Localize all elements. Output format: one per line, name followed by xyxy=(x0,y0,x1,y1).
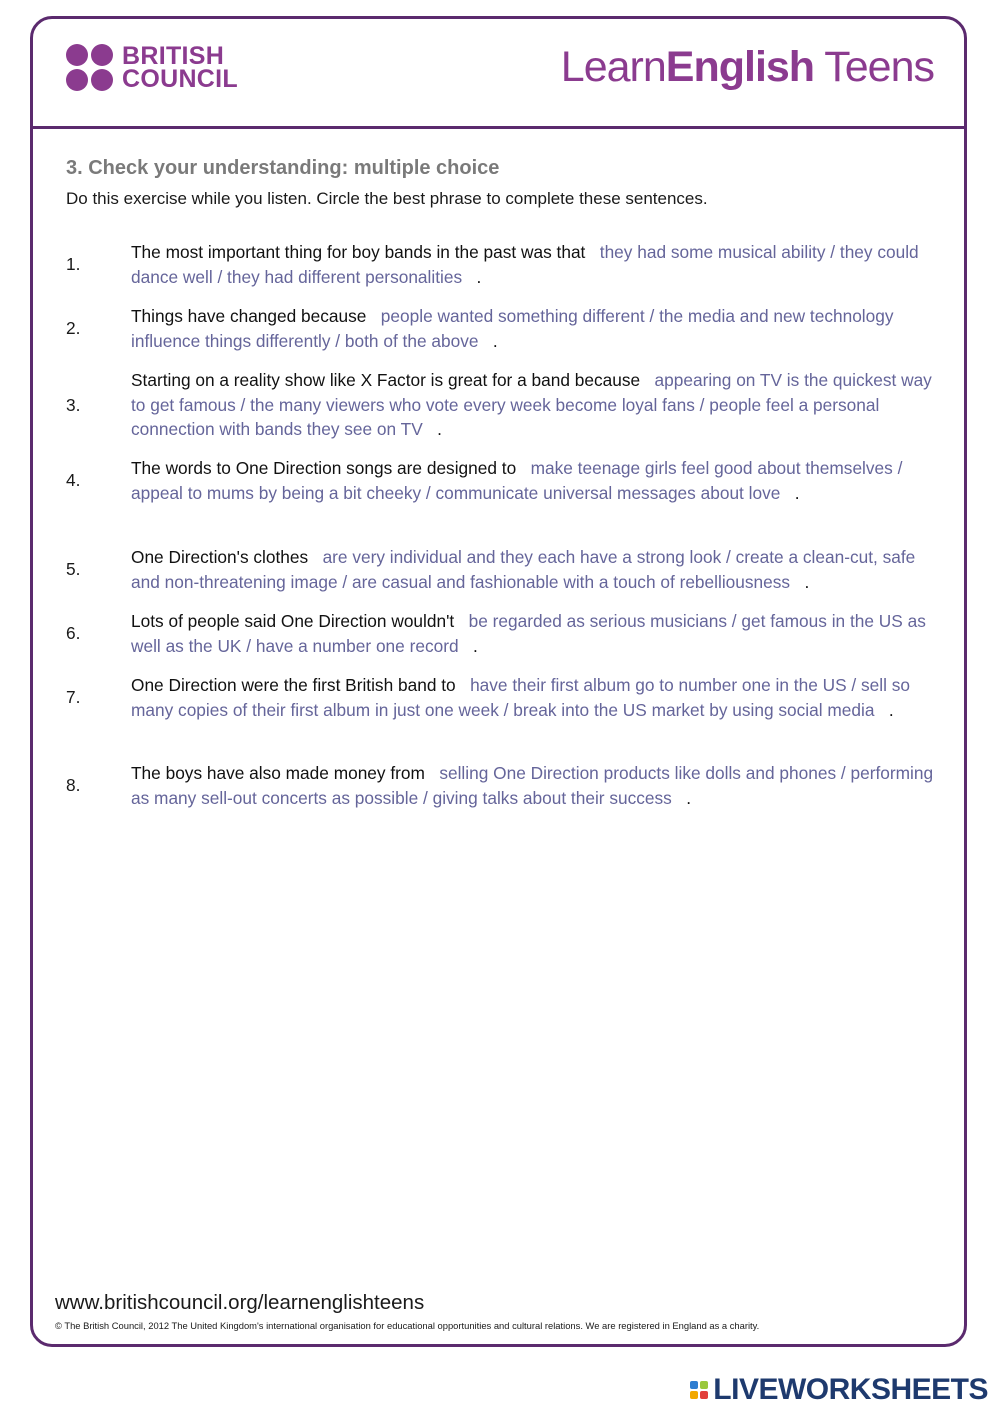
question-stem: Lots of people said One Direction wouldn't xyxy=(131,611,455,631)
footer-url[interactable]: www.britishcouncil.org/learnenglishteens xyxy=(55,1291,425,1314)
question-item: 4. The words to One Direction songs are designed to make teenage girls feel good about themselves / appeal to mums by being a bit cheeky / communicate universal messages about love . xyxy=(66,458,903,503)
logo-line-1: BRITISH xyxy=(122,41,225,70)
liveworksheets-text: LIVEWORKSHEETS xyxy=(713,1373,988,1406)
answer-options[interactable]: be regarded as serious musicians / get famous in the US as well as the UK / have a number one record xyxy=(131,611,926,656)
instructions: Do this exercise while you listen. Circle the best phrase to complete these sentences. xyxy=(66,189,708,208)
answer-options[interactable]: people wanted something different / the media and new technology influence things differently / both of the above xyxy=(131,306,894,351)
question-stem: The most important thing for boy bands in the past was that xyxy=(131,242,586,262)
answer-options[interactable]: selling One Direction products like dolls and phones / performing as many sell-out concerts as possible / giving talks about their success xyxy=(131,763,934,808)
liveworksheets-logo xyxy=(690,1374,988,1406)
logo-line-2: COUNCIL xyxy=(122,64,238,93)
question-number: 3. xyxy=(66,394,81,415)
question-number: 7. xyxy=(66,687,81,708)
liveworksheets-squares-icon xyxy=(690,1381,708,1399)
question-item: 1. The most important thing for boy bands in the past was that they had some musical ability / they could dance well / they had different personalities . xyxy=(66,242,919,287)
question-number: 1. xyxy=(66,254,81,275)
answer-options[interactable]: make teenage girls feel good about themselves / appeal to mums by being a bit cheeky / communicate universal messages about love xyxy=(131,458,903,503)
question-stem: Things have changed because xyxy=(131,306,367,326)
british-council-dots-icon xyxy=(66,44,113,91)
question-number: 4. xyxy=(66,470,81,491)
question-item: 6. Lots of people said One Direction wouldn't be regarded as serious musicians / get famous in the US as well as the UK / have a number one record . xyxy=(66,611,926,656)
answer-options[interactable]: are very individual and they each have a strong look / create a clean-cut, safe and non-threatening image / are casual and fashionable with a touch of rebelliousness xyxy=(131,547,916,592)
question-item: 8. The boys have also made money from selling One Direction products like dolls and phones / performing as many sell-out concerts as possible / giving talks about their success . xyxy=(66,763,934,808)
question-stem: Starting on a reality show like X Factor is great for a band because xyxy=(131,370,641,390)
question-stem: One Direction were the first British band to xyxy=(131,675,456,695)
question-number: 2. xyxy=(66,318,81,339)
footer-copyright: © The British Council, 2012 The United Kingdom's international organisation for educational opportunities and cultural relations. We are registered in England as a charity. xyxy=(55,1320,760,1331)
header-divider xyxy=(30,126,967,129)
section-title: 3. Check your understanding: multiple choice xyxy=(66,157,500,179)
answer-options[interactable]: have their first album go to number one in the US / sell so many copies of their first album in just one week / break into the US market by using social media xyxy=(131,675,911,720)
learnenglish-teens-logo: LearnEnglish Teens xyxy=(560,43,934,91)
british-council-logo xyxy=(66,41,238,93)
question-number: 8. xyxy=(66,775,81,796)
question-item: 3. Starting on a reality show like X Factor is great for a band because appearing on TV is the quickest way to get famous / the many viewers who vote every week become loyal fans / people feel a personal connection with bands they see on TV . xyxy=(66,370,932,439)
question-number: 6. xyxy=(66,623,81,644)
question-item: 5. One Direction's clothes are very individual and they each have a strong look / create a clean-cut, safe and non-threatening image / are casual and fashionable with a touch of rebelliousness . xyxy=(66,547,916,592)
question-number: 5. xyxy=(66,559,81,580)
question-stem: One Direction's clothes xyxy=(131,547,309,567)
answer-options[interactable]: appearing on TV is the quickest way to get famous / the many viewers who vote every week become loyal fans / people feel a personal connection with bands they see on TV xyxy=(131,370,932,439)
question-stem: The words to One Direction songs are designed to xyxy=(131,458,517,478)
question-item: 7. One Direction were the first British band to have their first album go to number one in the US / sell so many copies of their first album in just one week / break into the US market by using social media . xyxy=(66,675,911,720)
question-stem: The boys have also made money from xyxy=(131,763,425,783)
answer-options[interactable]: they had some musical ability / they could dance well / they had different personalities xyxy=(131,242,919,287)
question-item: 2. Things have changed because people wanted something different / the media and new technology influence things differently / both of the above . xyxy=(66,306,894,351)
